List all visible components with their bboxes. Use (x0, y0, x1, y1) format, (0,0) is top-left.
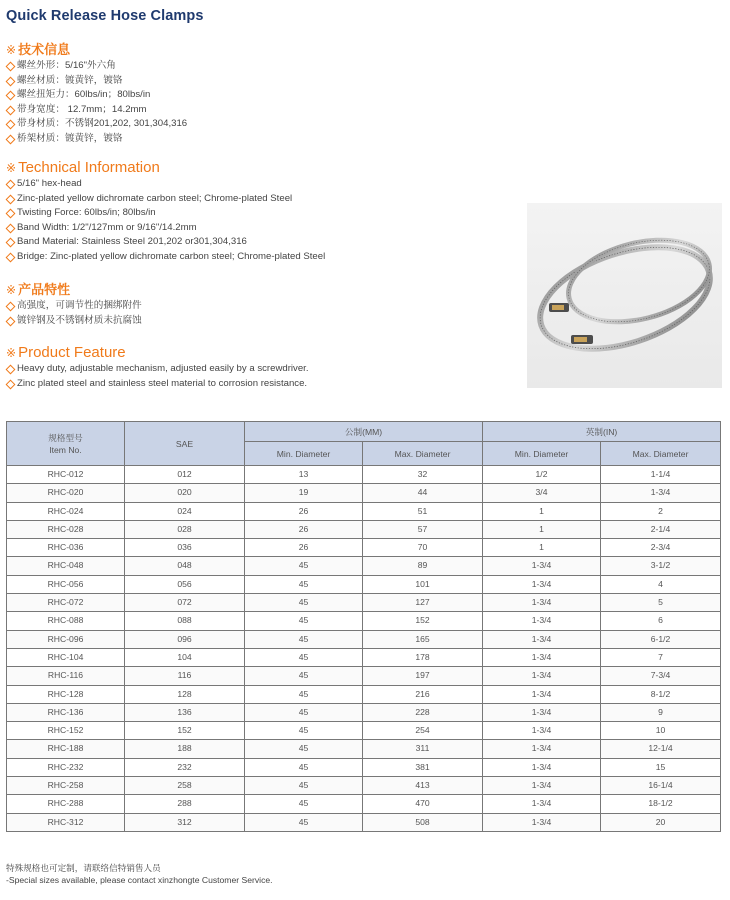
metric-min-cell: 45 (245, 813, 363, 831)
imperial-max-header: Max. Diameter (601, 442, 721, 466)
item-no-cell: RHC-048 (7, 557, 125, 575)
footnote (6, 862, 273, 886)
table-row (7, 520, 721, 538)
metric-max-cell: 413 (363, 777, 483, 795)
metric-min-cell: 45 (245, 612, 363, 630)
reference-mark-icon: ※ (6, 283, 17, 297)
item-no-cell: RHC-288 (7, 795, 125, 813)
imperial-min-cell: 1-3/4 (483, 795, 601, 813)
table-row (7, 685, 721, 703)
section-heading (6, 42, 187, 58)
item-no-cell: RHC-096 (7, 630, 125, 648)
feature-cn-section (6, 282, 142, 328)
imperial-min-cell: 1-3/4 (483, 685, 601, 703)
table-row (7, 612, 721, 630)
metric-min-cell: 45 (245, 758, 363, 776)
sae-cell: 048 (125, 557, 245, 575)
item-no-cell: RHC-028 (7, 520, 125, 538)
sae-cell: 312 (125, 813, 245, 831)
sae-cell: 024 (125, 502, 245, 520)
sae-header: SAE (125, 422, 245, 466)
item-no-cell: RHC-258 (7, 777, 125, 795)
table-row (7, 502, 721, 520)
imperial-max-cell: 1-3/4 (601, 484, 721, 502)
header-cn: 规格型号 (48, 432, 83, 443)
list-item: Twisting Force: 60lbs/in; 80lbs/in (6, 206, 325, 221)
heading-text: Product Feature (18, 344, 126, 361)
item-no-cell: RHC-312 (7, 813, 125, 831)
feature-en-section (6, 345, 309, 391)
table-row (7, 740, 721, 758)
sae-cell: 104 (125, 648, 245, 666)
metric-max-cell: 44 (363, 484, 483, 502)
list-item: Heavy duty, adjustable mechanism, adjusted easily by a screwdriver. (6, 362, 309, 377)
metric-min-cell: 45 (245, 703, 363, 721)
table-row (7, 722, 721, 740)
item-no-cell: RHC-104 (7, 648, 125, 666)
table-row (7, 758, 721, 776)
item-no-cell: RHC-072 (7, 594, 125, 612)
metric-min-cell: 45 (245, 594, 363, 612)
item-no-cell: RHC-036 (7, 539, 125, 557)
list-item: 镀锌钢及不锈钢材质未抗腐蚀 (6, 314, 142, 329)
imperial-min-cell: 1-3/4 (483, 612, 601, 630)
heading-text: Technical Information (18, 159, 160, 176)
list-item: Band Material: Stainless Steel 201,202 or301,304,316 (6, 235, 325, 250)
imperial-min-cell: 1-3/4 (483, 703, 601, 721)
section-heading (6, 160, 325, 176)
sae-cell: 258 (125, 777, 245, 795)
table-row (7, 795, 721, 813)
metric-max-cell: 57 (363, 520, 483, 538)
metric-header: 公制(MM) (245, 422, 483, 442)
table-row (7, 648, 721, 666)
item-no-cell: RHC-020 (7, 484, 125, 502)
metric-min-cell: 26 (245, 539, 363, 557)
metric-min-cell: 13 (245, 466, 363, 484)
heading-text: 技术信息 (18, 42, 71, 57)
item-no-cell: RHC-012 (7, 466, 125, 484)
list-item: Band Width: 1/2"/127mm or 9/16"/14.2mm (6, 221, 325, 236)
sae-cell: 288 (125, 795, 245, 813)
metric-min-cell: 45 (245, 795, 363, 813)
item-no-cell: RHC-136 (7, 703, 125, 721)
spec-list (6, 59, 187, 146)
list-item: 螺丝扭矩力：60lbs/in；80lbs/in (6, 88, 187, 103)
item-no-cell: RHC-056 (7, 575, 125, 593)
imperial-max-cell: 4 (601, 575, 721, 593)
table-row (7, 557, 721, 575)
imperial-max-cell: 2-1/4 (601, 520, 721, 538)
sae-cell: 128 (125, 685, 245, 703)
imperial-max-cell: 20 (601, 813, 721, 831)
section-heading (6, 345, 309, 361)
table-row (7, 539, 721, 557)
metric-max-cell: 152 (363, 612, 483, 630)
heading-text: 产品特性 (18, 282, 71, 297)
list-item: 带身宽度： 12.7mm；14.2mm (6, 103, 187, 118)
imperial-min-cell: 1-3/4 (483, 777, 601, 795)
imperial-min-cell: 1-3/4 (483, 594, 601, 612)
metric-min-cell: 45 (245, 648, 363, 666)
sae-cell: 028 (125, 520, 245, 538)
imperial-min-cell: 1-3/4 (483, 557, 601, 575)
reference-mark-icon: ※ (6, 161, 17, 175)
item-no-cell: RHC-116 (7, 667, 125, 685)
imperial-min-cell: 3/4 (483, 484, 601, 502)
header-en: Item No. (49, 444, 82, 455)
table-row (7, 667, 721, 685)
table-row (7, 484, 721, 502)
metric-max-cell: 216 (363, 685, 483, 703)
item-no-cell: RHC-152 (7, 722, 125, 740)
metric-max-cell: 254 (363, 722, 483, 740)
metric-max-cell: 32 (363, 466, 483, 484)
sae-cell: 072 (125, 594, 245, 612)
metric-max-cell: 101 (363, 575, 483, 593)
imperial-max-cell: 7 (601, 648, 721, 666)
list-item: 5/16" hex-head (6, 177, 325, 192)
specification-table (6, 421, 721, 832)
feature-list (6, 299, 142, 328)
imperial-min-cell: 1-3/4 (483, 667, 601, 685)
metric-max-cell: 178 (363, 648, 483, 666)
imperial-min-cell: 1-3/4 (483, 648, 601, 666)
table-body (7, 466, 721, 832)
sae-cell: 036 (125, 539, 245, 557)
metric-min-cell: 45 (245, 722, 363, 740)
sae-cell: 056 (125, 575, 245, 593)
metric-max-cell: 197 (363, 667, 483, 685)
table-row (7, 630, 721, 648)
table-row (7, 466, 721, 484)
technical-info-cn-section (6, 42, 187, 146)
metric-min-cell: 45 (245, 630, 363, 648)
metric-max-cell: 508 (363, 813, 483, 831)
metric-min-cell: 45 (245, 667, 363, 685)
metric-max-cell: 89 (363, 557, 483, 575)
item-no-header (7, 422, 125, 466)
metric-min-cell: 45 (245, 740, 363, 758)
metric-max-cell: 165 (363, 630, 483, 648)
table-row (7, 703, 721, 721)
list-item: 螺丝材质：镀黄锌，镀铬 (6, 74, 187, 89)
imperial-min-header: Min. Diameter (483, 442, 601, 466)
sae-cell: 012 (125, 466, 245, 484)
imperial-max-cell: 7-3/4 (601, 667, 721, 685)
metric-min-cell: 45 (245, 685, 363, 703)
imperial-max-cell: 16-1/4 (601, 777, 721, 795)
imperial-min-cell: 1-3/4 (483, 758, 601, 776)
sae-cell: 152 (125, 722, 245, 740)
imperial-max-cell: 5 (601, 594, 721, 612)
list-item: 高强度，可调节性的捆绑附件 (6, 299, 142, 314)
metric-min-cell: 26 (245, 502, 363, 520)
metric-max-cell: 228 (363, 703, 483, 721)
reference-mark-icon: ※ (6, 346, 17, 360)
imperial-min-cell: 1 (483, 539, 601, 557)
metric-min-cell: 45 (245, 575, 363, 593)
list-item: Zinc plated steel and stainless steel material to corrosion resistance. (6, 377, 309, 392)
item-no-cell: RHC-024 (7, 502, 125, 520)
imperial-min-cell: 1 (483, 502, 601, 520)
imperial-min-cell: 1-3/4 (483, 575, 601, 593)
table-row (7, 813, 721, 831)
imperial-min-cell: 1/2 (483, 466, 601, 484)
imperial-min-cell: 1-3/4 (483, 630, 601, 648)
metric-min-cell: 26 (245, 520, 363, 538)
table-row (7, 594, 721, 612)
list-item: 螺丝外形：5/16"外六角 (6, 59, 187, 74)
imperial-max-cell: 12-1/4 (601, 740, 721, 758)
imperial-max-cell: 2-3/4 (601, 539, 721, 557)
metric-max-cell: 470 (363, 795, 483, 813)
imperial-max-cell: 1-1/4 (601, 466, 721, 484)
sae-cell: 088 (125, 612, 245, 630)
hose-clamp-image (527, 203, 722, 388)
reference-mark-icon: ※ (6, 43, 17, 57)
list-item: Bridge: Zinc-plated yellow dichromate carbon steel; Chrome-plated Steel (6, 250, 325, 265)
imperial-max-cell: 15 (601, 758, 721, 776)
metric-max-cell: 127 (363, 594, 483, 612)
item-no-cell: RHC-232 (7, 758, 125, 776)
metric-max-cell: 381 (363, 758, 483, 776)
list-item: 桥架材质：镀黄锌，镀铬 (6, 132, 187, 147)
item-no-cell: RHC-128 (7, 685, 125, 703)
metric-max-cell: 51 (363, 502, 483, 520)
metric-min-cell: 19 (245, 484, 363, 502)
imperial-max-cell: 10 (601, 722, 721, 740)
feature-list (6, 362, 309, 391)
table-row (7, 575, 721, 593)
imperial-header: 英制(IN) (483, 422, 721, 442)
imperial-min-cell: 1-3/4 (483, 813, 601, 831)
list-item: 带身材质：不锈钢201,202, 301,304,316 (6, 117, 187, 132)
spec-list (6, 177, 325, 264)
item-no-cell: RHC-188 (7, 740, 125, 758)
imperial-min-cell: 1-3/4 (483, 740, 601, 758)
metric-min-cell: 45 (245, 557, 363, 575)
sae-cell: 136 (125, 703, 245, 721)
sae-cell: 188 (125, 740, 245, 758)
footnote-cn: 特殊规格也可定制，请联络信特销售人员 (6, 863, 161, 873)
imperial-max-cell: 6-1/2 (601, 630, 721, 648)
imperial-max-cell: 8-1/2 (601, 685, 721, 703)
sae-cell: 116 (125, 667, 245, 685)
metric-min-header: Min. Diameter (245, 442, 363, 466)
imperial-max-cell: 6 (601, 612, 721, 630)
technical-info-en-section (6, 160, 325, 264)
section-heading (6, 282, 142, 298)
metric-max-cell: 311 (363, 740, 483, 758)
imperial-min-cell: 1-3/4 (483, 722, 601, 740)
page-title: Quick Release Hose Clamps (6, 8, 204, 24)
footnote-en: -Special sizes available, please contact xinzhongte Customer Service. (6, 875, 273, 885)
sae-cell: 232 (125, 758, 245, 776)
table-row (7, 777, 721, 795)
metric-max-header: Max. Diameter (363, 442, 483, 466)
imperial-max-cell: 3-1/2 (601, 557, 721, 575)
hose-clamp-photo (527, 203, 722, 388)
imperial-max-cell: 18-1/2 (601, 795, 721, 813)
metric-max-cell: 70 (363, 539, 483, 557)
imperial-max-cell: 2 (601, 502, 721, 520)
imperial-max-cell: 9 (601, 703, 721, 721)
list-item: Zinc-plated yellow dichromate carbon steel; Chrome-plated Steel (6, 192, 325, 207)
item-no-cell: RHC-088 (7, 612, 125, 630)
sae-cell: 096 (125, 630, 245, 648)
metric-min-cell: 45 (245, 777, 363, 795)
imperial-min-cell: 1 (483, 520, 601, 538)
sae-cell: 020 (125, 484, 245, 502)
